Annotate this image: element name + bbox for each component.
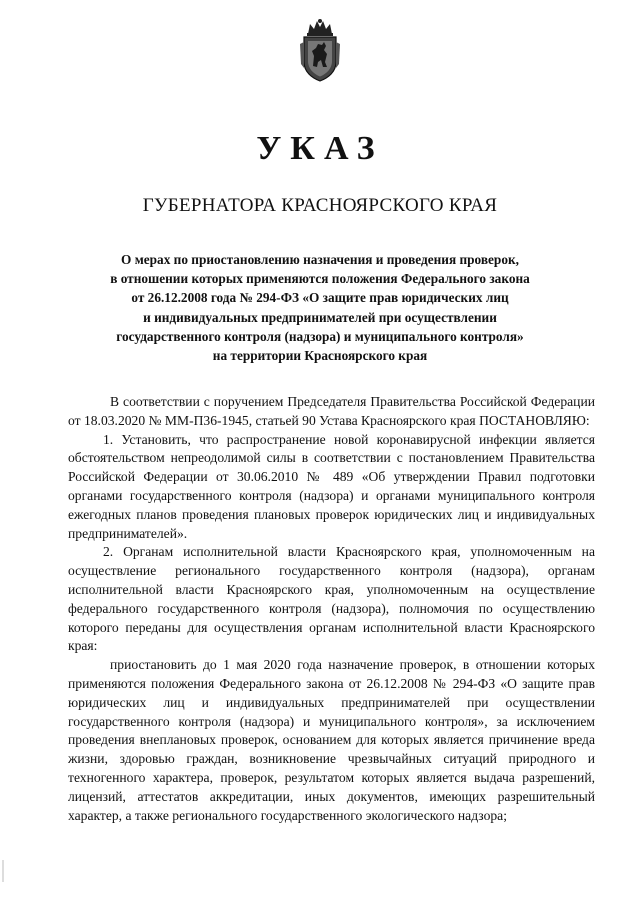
subject-line: на территории Красноярского края	[212, 348, 428, 364]
clause-2-subparagraph: приостановить до 1 мая 2020 года назначение проверок, в отношении которых применяются положения Федерального закона от 26.12.2008 № 294-ФЗ «О защите прав юридических лиц и индивидуальных предпринимателей при осуществлении государственного контроля (надзора) и муниципального контроля», за исключением проведения внеплановых проверок, основанием для которых является причинение вреда жизни, здоровью граждан, возникновение чрезвычайных ситуаций природного и техногенного характера, проверок, результатом которых является выдача разрешений, лицензий, аттестатов аккредитации, иных документов, имеющих разрешительный характер, а также регионального государственного экологического надзора;	[68, 657, 595, 823]
issuer-line: ГУБЕРНАТОРА КРАСНОЯРСКОГО КРАЯ	[142, 195, 498, 216]
subject-line: и индивидуальных предпринимателей при осуществлении	[143, 309, 497, 325]
coat-of-arms-emblem	[298, 18, 342, 84]
scan-edge-mark	[2, 860, 4, 882]
decree-subject	[60, 250, 580, 365]
document-title: УКАЗ	[256, 130, 384, 167]
preamble-paragraph: В соответствии с поручением Председателя Правительства Российской Федерации от 18.03.2020 № ММ-П36-1945, статьей 90 Устава Красноярского края ПОСТАНОВЛЯЮ:	[68, 394, 595, 428]
clause-1-paragraph: 1. Установить, что распространение новой коронавирусной инфекции является обстоятельством непреодолимой силы в соответствии с постановлением Правительства Российской Федерации от 30.06.2010 № 489 «Об утверждении Правил подготовки органами государственного контроля (надзора) и органами муниципального контроля ежегодных планов проведения плановых проверок юридических лиц и индивидуальных предпринимателей».	[68, 431, 595, 541]
subject-line: О мерах по приостановлению назначения и проведения проверок,	[121, 252, 519, 267]
clause-2-paragraph: 2. Органам исполнительной власти Красноярского края, уполномоченным на осуществление регионального государственного контроля (надзора), органам исполнительной власти Красноярского края, уполномоченным на осуществление федерального государственного контроля (надзора), полномочия по осуществлению которого переданы для осуществления органам исполнительной власти Красноярского края:	[68, 544, 595, 654]
subject-line: от 26.12.2008 года № 294-ФЗ «О защите прав юридических лиц	[131, 290, 509, 306]
subject-line: государственного контроля (надзора) и муниципального контроля»	[116, 328, 524, 344]
subject-line: в отношении которых применяются положения Федерального закона	[110, 271, 530, 287]
decree-body	[68, 393, 595, 825]
